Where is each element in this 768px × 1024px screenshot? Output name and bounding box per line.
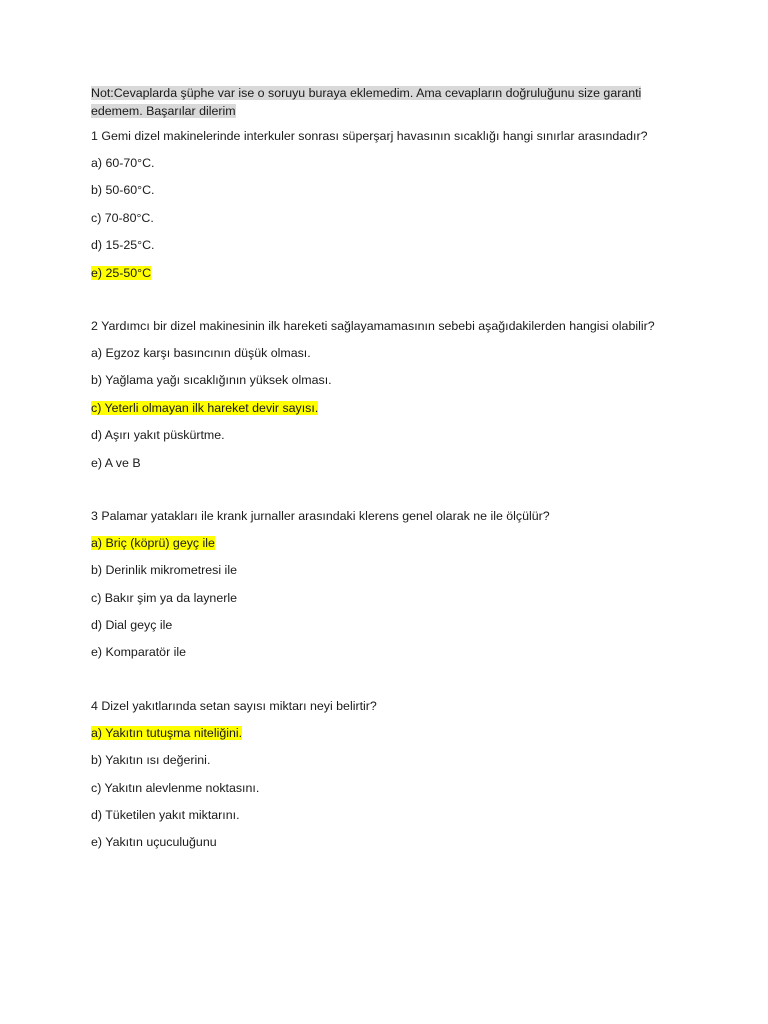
answer-option: [91, 612, 671, 639]
answer-option-correct: [91, 395, 671, 422]
option-text: b) Derinlik mikrometresi ile: [91, 563, 237, 578]
question-block: [91, 313, 671, 477]
option-text: b) Yakıtın ısı değerini.: [91, 753, 211, 768]
option-text: b) Yağlama yağı sıcaklığının yüksek olması.: [91, 373, 332, 388]
answer-option: [91, 585, 671, 612]
answer-option: [91, 232, 671, 259]
option-text: a) Yakıtın tutuşma niteliğini.: [91, 725, 243, 740]
answer-option: [91, 205, 671, 232]
option-text: c) Bakır şim ya da laynerle: [91, 590, 237, 605]
answer-option-correct: [91, 260, 671, 287]
answer-option: [91, 422, 671, 449]
answer-option: [91, 340, 671, 367]
answer-option: [91, 557, 671, 584]
answer-option: [91, 639, 671, 666]
option-text: e) Komparatör ile: [91, 645, 187, 660]
question-text: 4 Dizel yakıtlarında setan sayısı miktarı neyi belirtir?: [91, 698, 377, 713]
option-text: d) 15-25°C.: [91, 238, 155, 253]
option-text: d) Tüketilen yakıt miktarını.: [91, 808, 240, 823]
option-text: e) 25-50°C: [91, 265, 152, 280]
answer-option: [91, 367, 671, 394]
answer-option: [91, 177, 671, 204]
question-spacer: [91, 667, 671, 693]
option-text: c) 70-80°C.: [91, 210, 154, 225]
option-text: e) A ve B: [91, 455, 141, 470]
answer-option: [91, 747, 671, 774]
option-text: a) Briç (köprü) geyç ile: [91, 535, 215, 550]
answer-option: [91, 829, 671, 856]
note-text: Not:Cevaplarda şüphe var ise o soruyu buraya eklemedim. Ama cevapların doğruluğunu size garanti edemem. Başarılar dilerim: [91, 86, 642, 118]
answer-option: [91, 775, 671, 802]
question-block: [91, 693, 671, 857]
question-spacer: [91, 477, 671, 503]
option-text: a) Egzoz karşı basıncının düşük olması.: [91, 345, 311, 360]
document-body: [91, 84, 671, 857]
option-text: b) 50-60°C.: [91, 183, 155, 198]
question-spacer: [91, 287, 671, 313]
question-text: 3 Palamar yatakları ile krank jurnaller arasındaki klerens genel olarak ne ile ölçülür?: [91, 508, 550, 523]
question-list: [91, 123, 671, 857]
option-text: c) Yeterli olmayan ilk hareket devir sayısı.: [91, 400, 319, 415]
question-text: 2 Yardımcı bir dizel makinesinin ilk hareketi sağlayamamasının sebebi aşağıdakilerden hangisi olabilir?: [91, 318, 655, 333]
option-text: a) 60-70°C.: [91, 156, 155, 170]
disclaimer-note: [91, 84, 671, 120]
question-block: [91, 123, 671, 287]
answer-option: [91, 150, 671, 177]
option-text: c) Yakıtın alevlenme noktasını.: [91, 780, 260, 795]
answer-option: [91, 450, 671, 477]
option-text: d) Dial geyç ile: [91, 618, 173, 633]
answer-option: [91, 802, 671, 829]
question-block: [91, 503, 671, 667]
option-text: d) Aşırı yakıt püskürtme.: [91, 428, 225, 443]
option-text: e) Yakıtın uçuculuğunu: [91, 835, 217, 850]
answer-option-correct: [91, 530, 671, 557]
question-text: 1 Gemi dizel makinelerinde interkuler sonrası süperşarj havasının sıcaklığı hangi sınırlar arasındadır?: [91, 129, 648, 143]
answer-option-correct: [91, 720, 671, 747]
